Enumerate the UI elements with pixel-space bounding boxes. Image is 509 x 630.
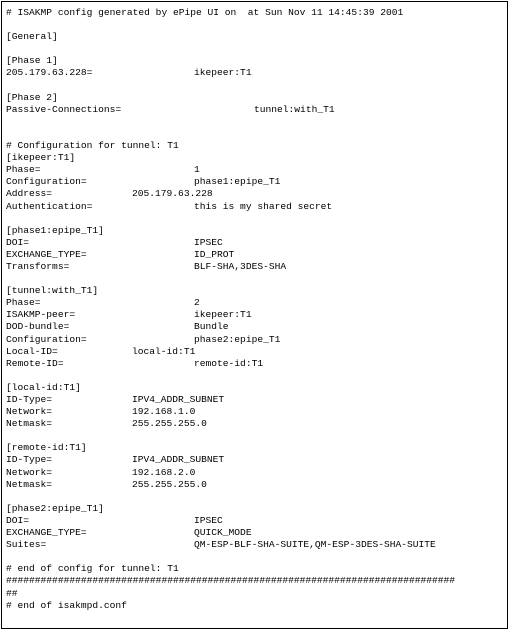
entry-key: DOI= bbox=[6, 236, 30, 248]
entry-key: DOI= bbox=[6, 514, 30, 526]
entry-value: IPSEC bbox=[194, 514, 223, 526]
comment-line: # end of isakmpd.conf bbox=[6, 599, 127, 611]
entry-key: EXCHANGE_TYPE= bbox=[6, 527, 87, 539]
blank-line bbox=[6, 430, 505, 442]
section-header: [phase1:epipe_T1] bbox=[6, 224, 104, 236]
config-entry bbox=[6, 479, 505, 491]
header-comment: # ISAKMP config generated by ePipe UI on at Sun Nov 11 14:45:39 2001 bbox=[6, 7, 404, 18]
config-entry bbox=[6, 201, 505, 213]
config-entry bbox=[6, 237, 505, 249]
blank-line bbox=[6, 551, 505, 563]
section-header: [Phase 2] bbox=[6, 91, 58, 103]
config-entry bbox=[6, 527, 505, 539]
blank-line bbox=[6, 80, 505, 92]
blank-line bbox=[6, 213, 505, 225]
config-entry bbox=[6, 321, 505, 333]
entry-key: Netmask= bbox=[6, 478, 53, 490]
config-entry bbox=[6, 309, 505, 321]
entry-value: BLF-SHA,3DES-SHA bbox=[194, 260, 287, 272]
entry-value: ikepeer:T1 bbox=[194, 67, 252, 79]
entry-value: ikepeer:T1 bbox=[194, 309, 252, 321]
entry-key: EXCHANGE_TYPE= bbox=[6, 248, 87, 260]
entry-key: ID-Type= bbox=[6, 454, 53, 466]
entry-key: ISAKMP-peer= bbox=[6, 309, 76, 321]
entry-value: 2 bbox=[194, 297, 200, 309]
section-header: [phase2:epipe_T1] bbox=[6, 502, 104, 514]
config-viewer-frame bbox=[1, 1, 508, 629]
entry-value: IPV4_ADDR_SUBNET bbox=[132, 454, 225, 466]
section-header: [remote-id:T1] bbox=[6, 442, 87, 454]
section-header: [tunnel:with_T1] bbox=[6, 285, 99, 297]
comment-line: # end of config for tunnel: T1 bbox=[6, 563, 179, 575]
config-entry bbox=[6, 164, 505, 176]
entry-value: 192.168.1.0 bbox=[132, 406, 196, 418]
entry-key: Passive-Connections= bbox=[6, 103, 122, 115]
entry-key: Authentication= bbox=[6, 200, 93, 212]
config-entry bbox=[6, 261, 505, 273]
entry-key: Network= bbox=[6, 406, 53, 418]
section-header: [local-id:T1] bbox=[6, 381, 81, 393]
config-entry bbox=[6, 418, 505, 430]
entry-value: 205.179.63.228 bbox=[132, 188, 213, 200]
config-text bbox=[6, 7, 505, 612]
entry-key: Local-ID= bbox=[6, 345, 58, 357]
entry-key: Phase= bbox=[6, 164, 41, 176]
entry-key: Remote-ID= bbox=[6, 357, 64, 369]
config-entry bbox=[6, 334, 505, 346]
entry-key: ID-Type= bbox=[6, 394, 53, 405]
section-header: [General] bbox=[6, 31, 58, 43]
entry-key: Address= bbox=[6, 188, 53, 200]
entry-key: Phase= bbox=[6, 297, 41, 309]
comment-line: # Configuration for tunnel: T1 bbox=[6, 140, 179, 152]
blank-line bbox=[6, 273, 505, 285]
entry-value: QUICK_MODE bbox=[194, 527, 252, 539]
entry-key: DOD-bundle= bbox=[6, 321, 70, 333]
entry-value: Bundle bbox=[194, 321, 229, 333]
entry-value: 255.255.255.0 bbox=[132, 418, 207, 430]
section-header: [Phase 1] bbox=[6, 55, 58, 67]
section-header: [ikepeer:T1] bbox=[6, 152, 76, 164]
entry-value: IPV4_ADDR_SUBNET bbox=[132, 394, 225, 405]
entry-value: tunnel:with_T1 bbox=[254, 103, 335, 115]
config-entry bbox=[6, 467, 505, 479]
config-header-line bbox=[6, 7, 505, 19]
entry-value: 1 bbox=[194, 164, 200, 176]
entry-key: 205.179.63.228= bbox=[6, 67, 93, 79]
hash-divider-tail: ## bbox=[6, 587, 18, 599]
blank-line bbox=[6, 491, 505, 503]
config-entry bbox=[6, 297, 505, 309]
blank-line bbox=[6, 43, 505, 55]
entry-key: Configuration= bbox=[6, 333, 87, 345]
entry-value: phase1:epipe_T1 bbox=[194, 176, 281, 188]
config-entry bbox=[6, 515, 505, 527]
entry-value: IPSEC bbox=[194, 236, 223, 248]
config-entry bbox=[6, 406, 505, 418]
entry-value: remote-id:T1 bbox=[194, 357, 264, 369]
entry-value: ID_PROT bbox=[194, 248, 235, 260]
config-entry bbox=[6, 346, 505, 358]
config-entry bbox=[6, 394, 505, 406]
blank-line bbox=[6, 116, 505, 128]
entry-value: 255.255.255.0 bbox=[132, 478, 207, 490]
blank-line bbox=[6, 19, 505, 31]
entry-key: Transforms= bbox=[6, 260, 70, 272]
config-entry bbox=[6, 176, 505, 188]
config-entry bbox=[6, 539, 505, 551]
blank-line bbox=[6, 370, 505, 382]
hash-divider: ############################################################################## bbox=[6, 575, 456, 587]
config-entry bbox=[6, 104, 505, 116]
config-entry bbox=[6, 188, 505, 200]
entry-value: local-id:T1 bbox=[132, 345, 196, 357]
config-entry bbox=[6, 358, 505, 370]
entry-value: this is my shared secret bbox=[194, 200, 333, 212]
entry-key: Suites= bbox=[6, 539, 47, 551]
config-entry bbox=[6, 67, 505, 79]
entry-value: QM-ESP-BLF-SHA-SUITE,QM-ESP-3DES-SHA-SUITE bbox=[194, 539, 436, 551]
entry-key: Configuration= bbox=[6, 176, 87, 188]
entry-key: Network= bbox=[6, 466, 53, 478]
config-entry bbox=[6, 249, 505, 261]
config-entry bbox=[6, 454, 505, 466]
entry-value: phase2:epipe_T1 bbox=[194, 333, 281, 345]
blank-line bbox=[6, 128, 505, 140]
entry-key: Netmask= bbox=[6, 418, 53, 430]
entry-value: 192.168.2.0 bbox=[132, 466, 196, 478]
